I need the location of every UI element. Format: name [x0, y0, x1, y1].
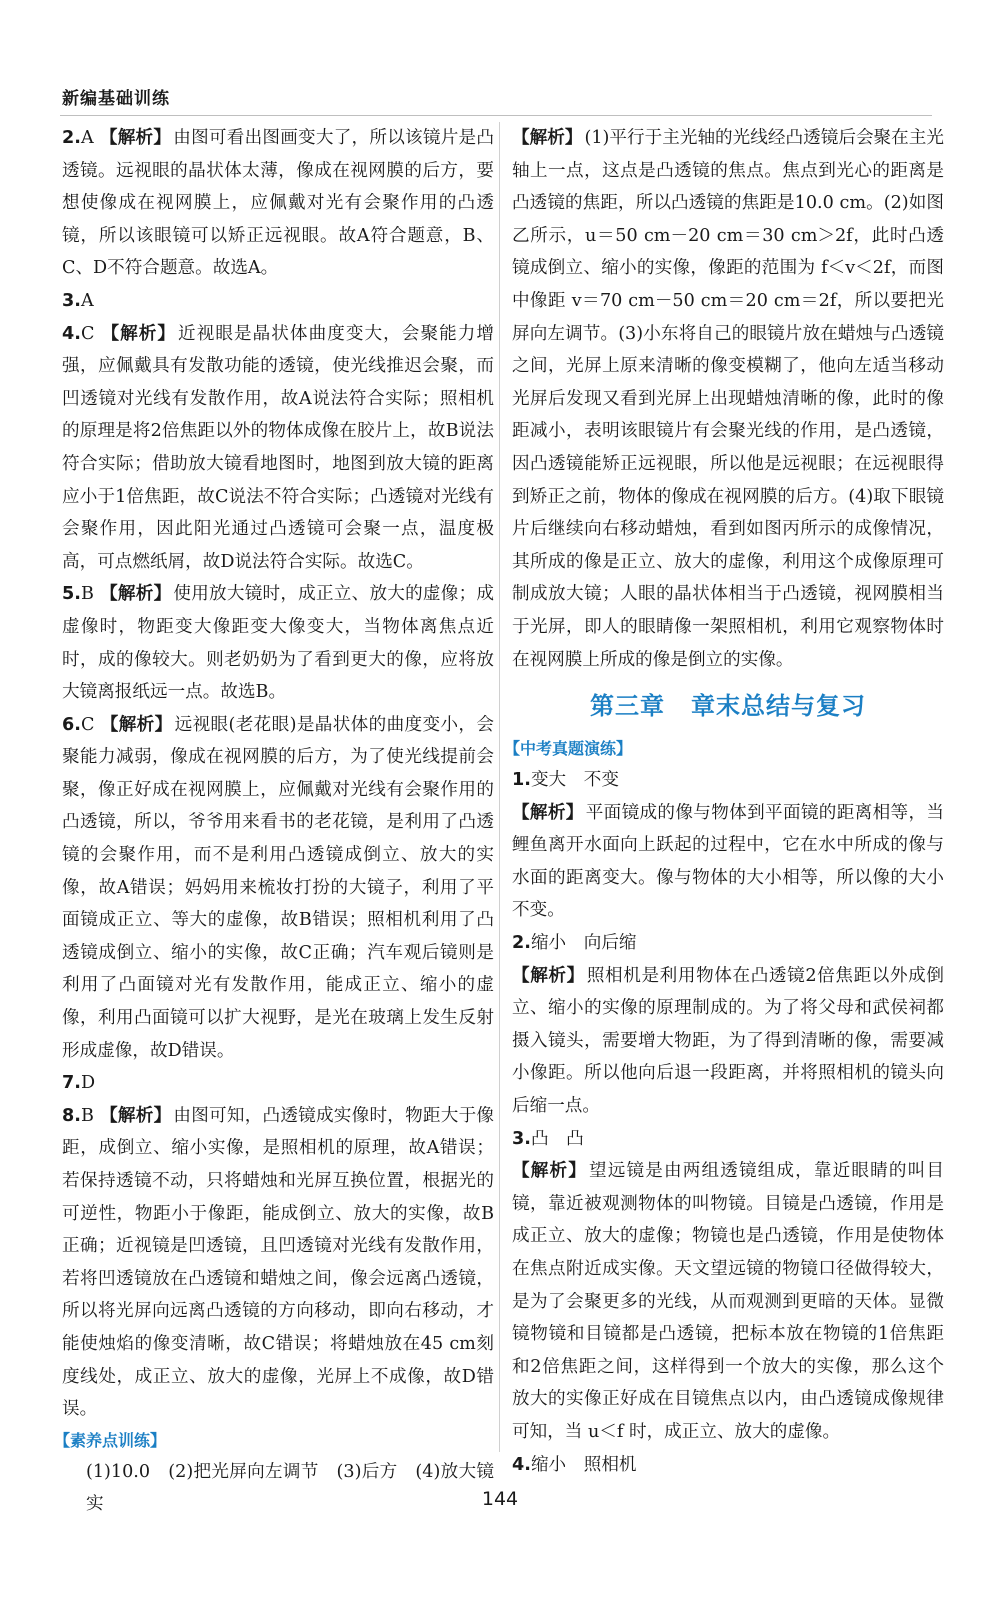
answer-item-6: 6.C 【解析】 远视眼(老花眼)是晶状体的曲度变小，会聚能力减弱，像成在视网膜的后方，为了使光线提前会聚，像正好成在视网膜上，应佩戴对光线有会聚作用的凸透镜，所以，爷爷用来看书的老花镜，是利用了凸透镜的会聚作用，而不是利用凸透镜成倒立、放大的实像，故A错误；妈妈用来梳妆打扮的大镜子，利用了平面镜成正立、等大的虚像，故B错误；照相机利用了凸透镜成倒立、缩小的实像，故C正确；汽车观后镜则是利用了凸面镜对光有发散作用，能成正立、缩小的虚像，利用凸面镜可以扩大视野，是光在玻璃上发生反射形成虚像，故D错误。 — [62, 714, 494, 1061]
column-divider — [499, 122, 500, 1452]
answer-item-5: 5.B 【解析】 使用放大镜时，成正立、放大的虚像；成虚像时，物距变大像距变大像变大，当物体离焦点近时，成的像较大。则老奶奶为了看到更大的像，应将放大镜离报纸远一点。故选B。 — [62, 584, 494, 703]
analysis-text: (1)平行于主光轴的光线经凸透镜后会聚在主光轴上一点，这点是凸透镜的焦点。焦点到光心的距离是凸透镜的焦距，所以凸透镜的焦距是10.0 cm。(2)如图乙所示，u＝50 cm－20 cm＝30 cm＞2f，此时凸透镜成倒立、缩小的实像，像距的范围为 f＜v＜2f，而图中像距 v＝70 cm－50 cm＝20 cm＝2f，所以要把光屏向左调节。(3)小东将自己的眼镜片放在蜡烛与凸透镜之间，光屏上原来清晰的像变模糊了，他向左适当移动光屏后发现又看到光屏上出现蜡烛清晰的像，此时的像距减小，表明该眼镜片有会聚光线的作用，是凸透镜，因凸透镜能矫正远视眼，所以他是远视眼；在远视眼得到矫正之前，物体的像成在视网膜的后方。(4)取下眼镜片后继续向右移动蜡烛，看到如图丙所示的成像情况，其所成的像是正立、放大的虚像，利用这个成像原理可制成放大镜；人眼的晶状体相当于凸透镜，视网膜相当于光屏，即人的眼睛像一架照相机，利用它观察物体时在视网膜上所成的像是倒立的实像。 — [512, 128, 944, 670]
exam-item-1: 1.变大 不变 — [512, 770, 619, 791]
section-label-exam-practice: 【中考真题演练】 — [504, 739, 633, 759]
analysis-tag: 【解析】 — [100, 323, 177, 344]
answer-item-4: 4.C 【解析】 近视眼是晶状体曲度变大，会聚能力增强，应佩戴具有发散功能的透镜，使光线推迟会聚，而凹透镜对光线有发散作用，故A说法符合实际；照相机的原理是将2倍焦距以外的物体成像在胶片上，故B说法符合实际；借助放大镜看地图时，地图到放大镜的距离应小于1倍焦距，故C说法不符合实际；凸透镜对光线有会聚作用，因此阳光通过凸透镜可会聚一点，温度极高，可点燃纸屑，故D说法符合实际。故选C。 — [62, 323, 494, 572]
exam-item-1-analysis — [512, 797, 944, 927]
analysis-tag: 【解析】 — [512, 802, 584, 823]
answer-item-7: 7.D — [62, 1073, 96, 1094]
analysis-tag: 【解析】 — [100, 714, 173, 735]
section-label-literacy-training: 【素养点训练】 — [54, 1430, 167, 1450]
analysis-text: 近视眼是晶状体曲度变大，会聚能力增强，应佩戴具有发散功能的透镜，使光线推迟会聚，而凹透镜对光线有发散作用，故A说法符合实际；照相机的原理是将2倍焦距以外的物体成像在胶片上，故B说法符合实际；借助放大镜看地图时，地图到放大镜的距离应小于1倍焦距，故C说法不符合实际；凸透镜对光线有会聚作用，因此阳光通过凸透镜可会聚一点，温度极高，可点燃纸屑，故D说法符合实际。故选C。 — [62, 323, 494, 572]
exam-item-2: 2.缩小 向后缩 — [512, 933, 637, 954]
answer-item-2: 2.A 【解析】 由图可看出图画变大了，所以该镜片是凸透镜。远视眼的晶状体太薄，像成在视网膜的后方，要想使像成在视网膜上，应佩戴对光有会聚作用的凸透镜，所以该眼镜可以矫正远视眼。故A符合题意，B、C、D不符合题意。故选A。 — [62, 128, 494, 279]
analysis-text: 望远镜是由两组透镜组成，靠近眼睛的叫目镜，靠近被观测物体的叫物镜。目镜是凸透镜，作用是成正立、放大的虚像；物镜也是凸透镜，作用是使物体在焦点附近成实像。天文望远镜的物镜口径做得较大，是为了会聚更多的光线，从而观测到更暗的天体。显微镜物镜和目镜都是凸透镜，把标本放在物镜的1倍焦距和2倍焦距之间，这样得到一个放大的实像，那么这个放大的实像正好成在目镜焦点以内，由凸透镜成像规律可知，当 u＜f 时，成正立、放大的虚像。 — [512, 1161, 944, 1442]
book-series-title: 新编基础训练 — [62, 89, 170, 109]
exam-item-3: 3.凸 凸 — [512, 1128, 584, 1149]
answer-item-8: 8.B 【解析】 由图可知，凸透镜成实像时，物距大于像距，成倒立、缩小实像，是照相机的原理，故A错误；若保持透镜不动，只将蜡烛和光屏互换位置，根据光的可逆性，物距小于像距，能成倒立、放大的实像，故B正确；近视镜是凹透镜，且凹透镜对光线有发散作用，若将凹透镜放在凸透镜和蜡烛之间，像会远离凸透镜，所以将光屏向远离凸透镜的方向移动，即向右移动，才能使烛焰的像变清晰，故C错误；将蜡烛放在45 cm刻度线处，成正立、放大的虚像，光屏上不成像，故D错误。 — [62, 1105, 494, 1420]
analysis-text: 远视眼(老花眼)是晶状体的曲度变小，会聚能力减弱，像成在视网膜的后方，为了使光线提前会聚，像正好成在视网膜上，应佩戴对光线有会聚作用的凸透镜，所以，爷爷用来看书的老花镜，是利用了凸透镜的会聚作用，而不是利用凸透镜成倒立、放大的实像，故A错误；妈妈用来梳妆打扮的大镜子，利用了平面镜成正立、等大的虚像，故B错误；照相机利用了凸透镜成倒立、缩小的实像，故C正确；汽车观后镜则是利用了凸面镜对光有发散作用，能成正立、缩小的虚像，利用凸面镜可以扩大视野，是光在玻璃上发生反射形成虚像，故D错误。 — [62, 714, 494, 1061]
chapter-name: 章末总结与复习 — [691, 692, 866, 721]
exam-item-3-analysis — [512, 1155, 944, 1448]
header-divider — [60, 115, 932, 116]
analysis-text: 使用放大镜时，成正立、放大的虚像；成虚像时，物距变大像距变大像变大，当物体离焦点近时，成的像较大。则老奶奶为了看到更大的像，应将放大镜离报纸远一点。故选B。 — [62, 584, 494, 703]
analysis-tag: 【解析】 — [99, 128, 172, 148]
analysis-tag: 【解析】 — [99, 1105, 172, 1126]
analysis-text: 照相机是利用物体在凸透镜2倍焦距以外成倒立、缩小的实像的原理制成的。为了将父母和武侯祠都摄入镜头，需要增大物距，为了得到清晰的像，需要减小像距。所以他向后退一段距离，并将照相机的镜头向后缩一点。 — [512, 965, 944, 1117]
page-number: 144 — [481, 1488, 519, 1510]
analysis-text: 由图可看出图画变大了，所以该镜片是凸透镜。远视眼的晶状体太薄，像成在视网膜的后方，要想使像成在视网膜上，应佩戴对光有会聚作用的凸透镜，所以该眼镜可以矫正远视眼。故A符合题意，B、C、D不符合题意。故选A。 — [62, 128, 494, 279]
answer-item-3: 3.A — [62, 290, 94, 311]
exam-item-4: 4.缩小 照相机 — [512, 1454, 637, 1475]
analysis-tag: 【解析】 — [512, 1161, 587, 1182]
analysis-tag: 【解析】 — [512, 965, 585, 986]
analysis-tag: 【解析】 — [512, 128, 583, 148]
practice-analysis — [512, 122, 944, 676]
chapter-heading — [512, 684, 944, 728]
right-column — [504, 122, 944, 1481]
analysis-text: 平面镜成的像与物体到平面镜的距离相等，当鲤鱼离开水面向上跃起的过程中，它在水中所成的像与水面的距离变大。像与物体的大小相等，所以像的大小不变。 — [512, 802, 944, 921]
analysis-text: 由图可知，凸透镜成实像时，物距大于像距，成倒立、缩小实像，是照相机的原理，故A错误；若保持透镜不动，只将蜡烛和光屏互换位置，根据光的可逆性，物距小于像距，能成倒立、放大的实像，故B正确；近视镜是凹透镜，且凹透镜对光线有发散作用，若将凹透镜放在凸透镜和蜡烛之间，像会远离凸透镜，所以将光屏向远离凸透镜的方向移动，即向右移动，才能使烛焰的像变清晰，故C错误；将蜡烛放在45 cm刻度线处，成正立、放大的虚像，光屏上不成像，故D错误。 — [62, 1105, 494, 1420]
practice-answers: (1)10.0 (2)把光屏向左调节 (3)后方 (4)放大镜 实 — [86, 1461, 512, 1515]
exam-item-2-analysis — [512, 960, 944, 1123]
analysis-tag: 【解析】 — [99, 584, 172, 605]
chapter-number: 第三章 — [590, 692, 665, 721]
